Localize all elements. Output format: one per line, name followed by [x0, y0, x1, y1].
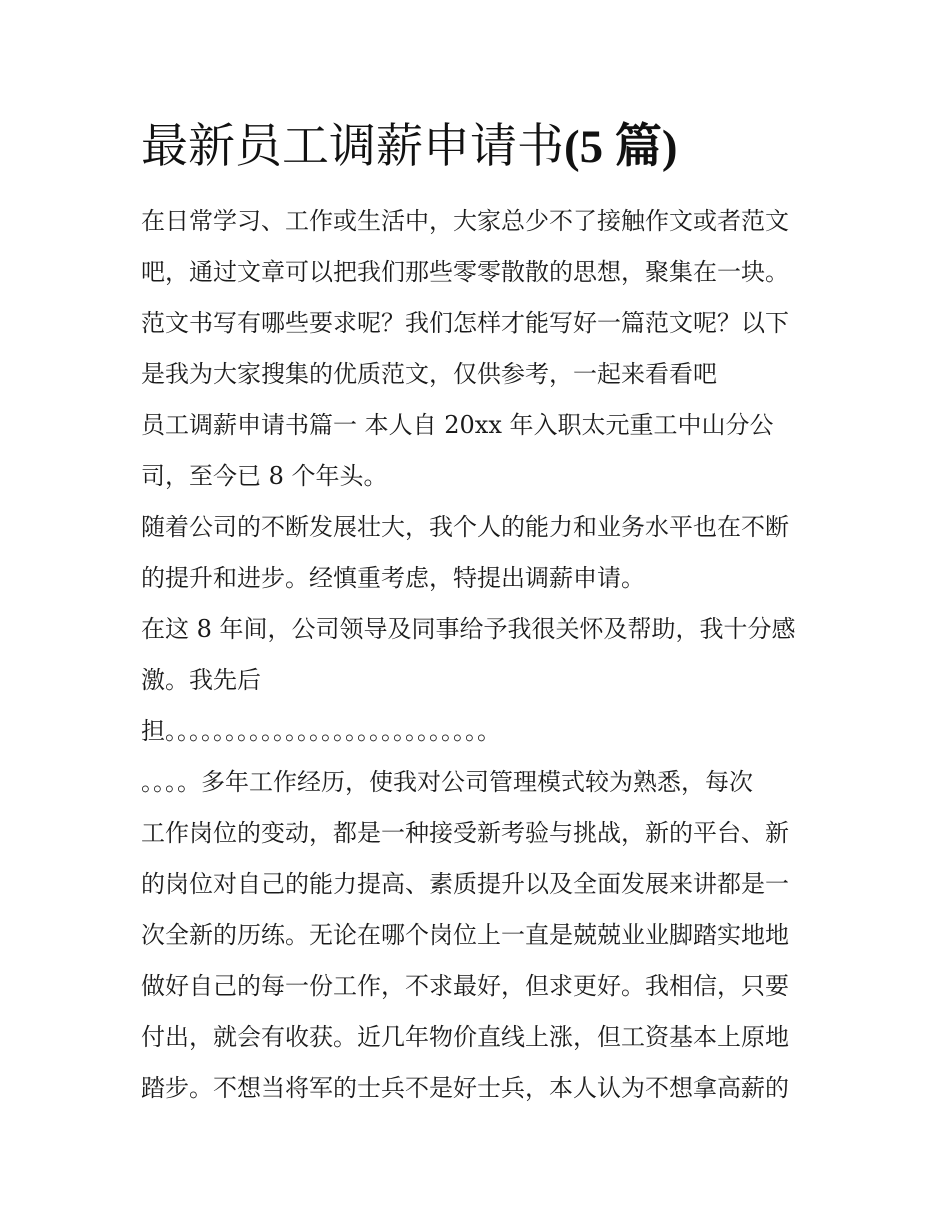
text-line: 付出，就会有收获。近几年物价直线上涨，但工资基本上原地	[141, 1023, 789, 1051]
text-line: 范文书写有哪些要求呢？我们怎样才能写好一篇范文呢？以下	[141, 309, 789, 337]
document-body	[141, 196, 821, 1114]
title-text: 最新员工调薪申请书	[141, 119, 564, 174]
text-line: 工作岗位的变动，都是一种接受新考验与挑战，新的平台、新	[141, 819, 789, 847]
text-line: 做好自己的每一份工作，不求最好，但求更好。我相信，只要	[141, 972, 789, 1000]
text-line: 激。我先后	[141, 666, 261, 694]
text-line: 随着公司的不断发展壮大，我个人的能力和业务水平也在不断	[141, 513, 789, 541]
text-line: 的岗位对自己的能力提高、素质提升以及全面发展来讲都是一	[141, 870, 789, 898]
text-line: 在日常学习、工作或生活中，大家总少不了接触作文或者范文	[141, 207, 789, 235]
text-line: 员工调薪申请书篇一 本人自 20xx 年入职太元重工中山分公	[141, 411, 774, 439]
document-title	[141, 118, 678, 176]
text-line: 次全新的历练。无论在哪个岗位上一直是兢兢业业脚踏实地地	[141, 921, 789, 949]
text-line: 在这 8 年间，公司领导及同事给予我很关怀及帮助，我十分感	[141, 615, 796, 643]
title-count: (5 篇)	[564, 121, 678, 173]
text-line: 担。。。。。。。。。。。。。。。。。。。。。。。。。。。	[141, 717, 501, 745]
text-line: 吧，通过文章可以把我们那些零零散散的思想，聚集在一块。	[141, 258, 789, 286]
text-line: 司，至今已 8 个年头。	[141, 462, 388, 490]
text-line: 是我为大家搜集的优质范文，仅供参考，一起来看看吧	[141, 360, 717, 388]
text-line: 踏步。不想当将军的士兵不是好士兵，本人认为不想拿高薪的	[141, 1074, 789, 1102]
text-line: 。。。。多年工作经历，使我对公司管理模式较为熟悉，每次	[141, 768, 753, 796]
text-line: 的提升和进步。经慎重考虑，特提出调薪申请。	[141, 564, 645, 592]
